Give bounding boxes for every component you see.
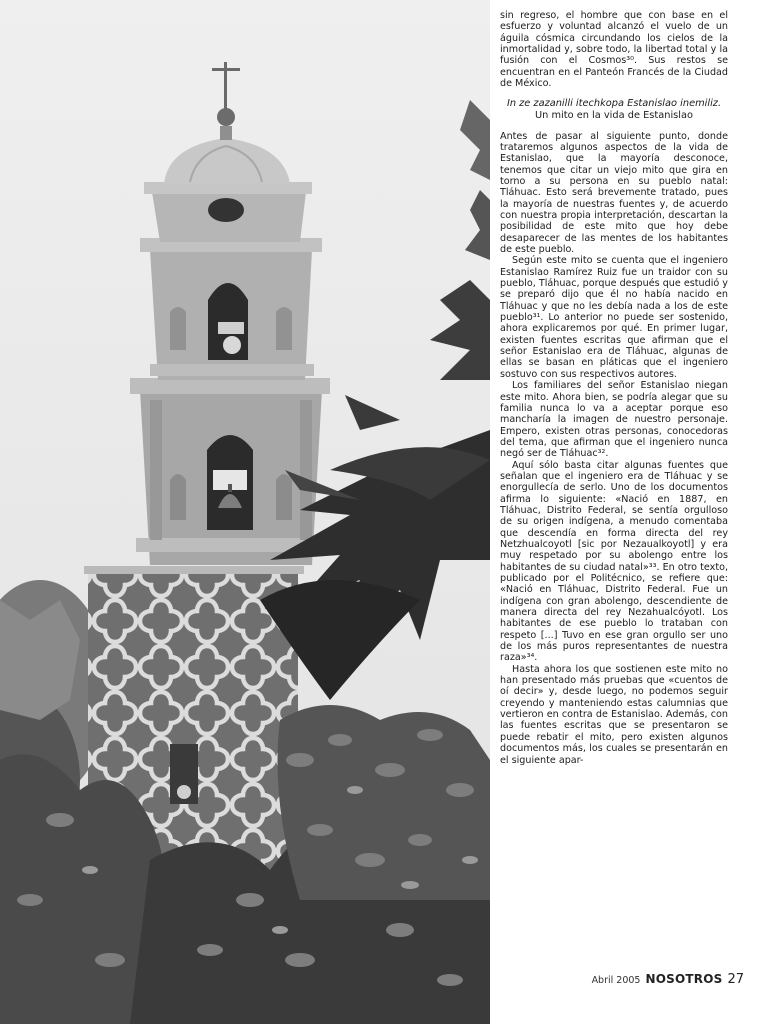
section-heading-nahuatl: In ze zazanilli itechkopa Estanislao inemiliz. <box>506 98 722 110</box>
article-paragraph-4: Los familiares del señor Estanislao niegan este mito. Ahora bien, se podría alegar que su familia nunca lo va a aceptar porque eso mancharía la imagen de nuestro personaje. Empero, existen otras personas, conocedoras del tema, que afirman que el ingeniero nunca negó ser de Tláhuac³². <box>500 380 728 460</box>
issue-date: Abril 2005 <box>591 975 641 986</box>
page-number: 27 <box>727 972 744 987</box>
magazine-name: NOSOTROS <box>645 972 723 986</box>
article-paragraph-1: sin regreso, el hombre que con base en el esfuerzo y voluntad alcanzó el vuelo de un águila cósmica circundando los cielos de la inmortalidad y, sobre todo, la libertad total y la fusión con el Cosmos³⁰. Sus restos se encuentran en el Panteón Francés de la Ciudad de México. <box>500 10 728 90</box>
page-footer <box>592 972 744 987</box>
section-heading <box>500 98 728 121</box>
article-paragraph-6: Hasta ahora los que sostienen este mito no han presentado más pruebas que «cuentos de oí decir» y, desde luego, no podemos seguir creyendo y manteniendo estas calumnias que vertieron en contra de Estanislao. Además, con las fuentes escritas que se presentaron se puede rebatir el mito, pero existen algunos documentos más, los cuales se presentarán en el siguiente apar- <box>500 663 728 766</box>
section-heading-spanish: Un mito en la vida de Estanislao <box>534 110 693 121</box>
article-paragraph-5: Aquí sólo basta citar algunas fuentes que señalan que el ingeniero era de Tláhuac y se enorgullecía de serlo. Uno de los documentos afirma lo siguiente: «Nació en 1887, en Tláhuac, Distrito Federal, se sentía orgulloso de su origen indígena, a menudo comentaba que descendía en forma directa del rey Netzhualcoyotl [sic por Nezaualkoyotl] y era muy respetado por su abolengo entre los habitantes de su ciudad natal»³³. En otro texto, publicado por el Politécnico, se refiere que: «Nació en Tláhuac, Distrito Federal. Fue un indígena con gran abolengo, descendiente de manera directa del rey Nezahualcóyotl. Los habitantes de ese pueblo lo trataban con respeto [...] Tuvo en ese gran orgullo ser uno de los más puros representantes de nuestra raza»³⁴. <box>500 459 728 664</box>
article-paragraph-2: Antes de pasar al siguiente punto, donde trataremos algunos aspectos de la vida de Estanislao, que la mayoría desconoce, tenemos que citar un viejo mito que gira en torno a su persona en su pueblo natal: Tláhuac. Esto será brevemente tratado, pues la mayoría de nuestras fuentes y, de acuerdo con nuestra propia interpretación, descartan la posibilidad de este mito que hoy debe desaparecer de las mentes de los habitantes de este pueblo. <box>500 130 728 256</box>
article-column <box>500 10 728 766</box>
article-paragraph-3: Según este mito se cuenta que el ingeniero Estanislao Ramírez Ruiz fue un traidor con su pueblo, Tláhuac, porque después que estudió y se preparó dijo que él no había nacido en Tláhuac y que no les debía nada a los de este pueblo³¹. Lo anterior no puede ser sostenido, ahora explicaremos por qué. En primer lugar, existen fuentes escritas que afirman que el señor Estanislao era de Tláhuac, algunas de ellas se basan en pláticas que el ingeniero sostuvo con sus respectivos autores. <box>500 255 728 380</box>
